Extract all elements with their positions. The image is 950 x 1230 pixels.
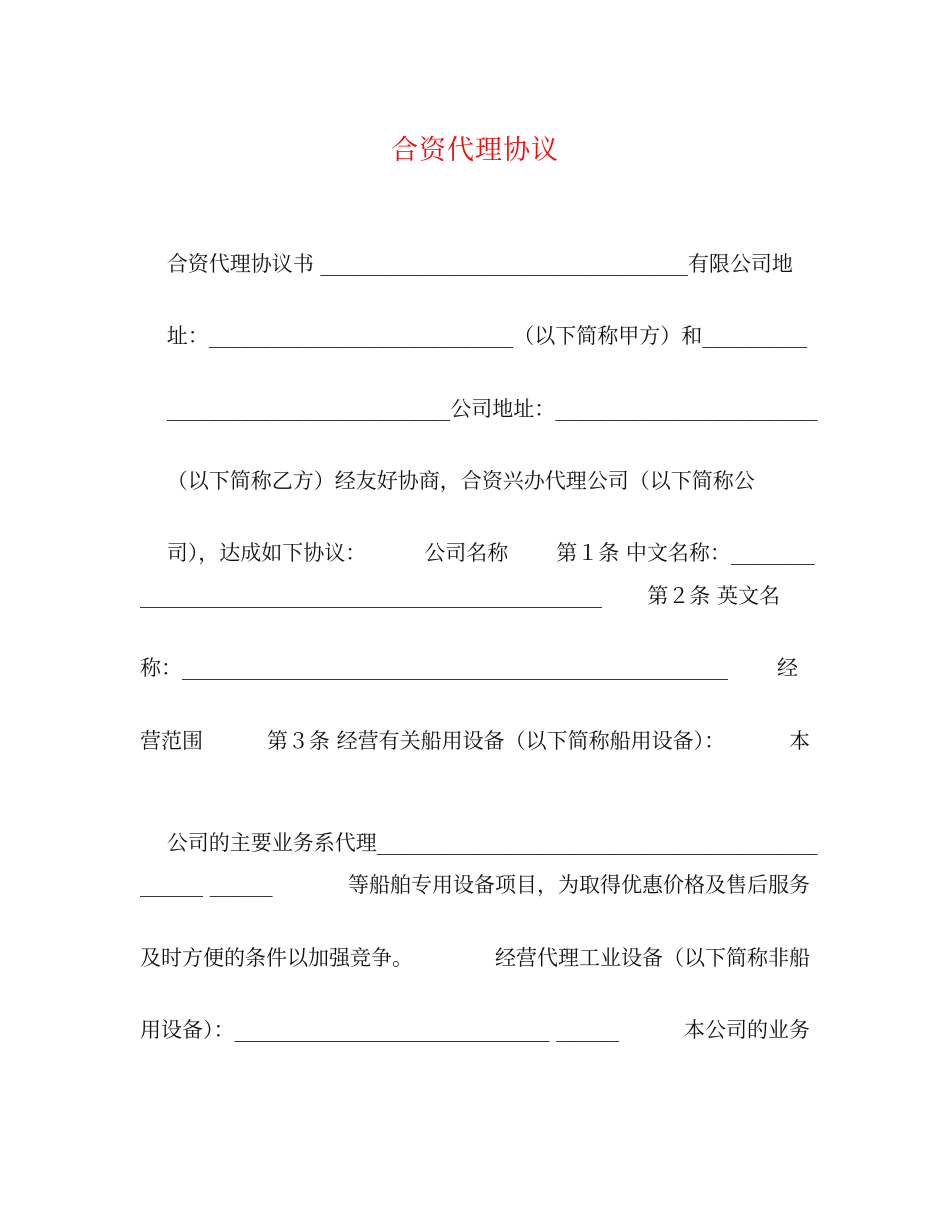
- line-text: 第２条 英文名: [647, 584, 780, 608]
- line-text: 称：____________________________________________________: [140, 656, 728, 680]
- line-text: ____________________________________________: [140, 584, 602, 608]
- line-text: 用设备）：______________________________ ______: [140, 1018, 620, 1042]
- line-text: 经: [777, 656, 798, 680]
- line-text: （以下简称乙方）经友好协商，合资兴办代理公司（以下简称公: [166, 469, 755, 493]
- line-text: 营范围: [140, 729, 203, 753]
- body-line-6: [140, 581, 810, 611]
- body-line-11: [140, 943, 810, 973]
- body-line-8: [140, 726, 810, 756]
- body-line-10: [140, 870, 810, 900]
- body-line-7: [140, 653, 810, 683]
- body-line-12: [140, 1015, 810, 1045]
- line-text: 址：_____________________________（以下简称甲方）和__________: [166, 324, 808, 348]
- line-text: 合资代理协议书 ___________________________________有限公司地: [166, 252, 793, 276]
- line-text: 等船舶专用设备项目，为取得优惠价格及售后服务: [348, 873, 810, 897]
- line-text: 本: [789, 729, 810, 753]
- line-text: 第３条 经营有关船用设备（以下简称船用设备）：: [266, 729, 726, 753]
- line-text: 公司名称: [424, 541, 509, 565]
- line-text: ______ ______: [140, 873, 273, 897]
- line-text: 第１条 中文名称：________: [556, 541, 815, 565]
- line-text: 及时方便的条件以加强竞争。: [140, 946, 413, 970]
- line-text: ___________________________公司地址：_________________________: [166, 397, 818, 421]
- line-text: 公司的主要业务系代理__________________________________________: [166, 831, 818, 855]
- line-text: 本公司的业务: [684, 1018, 810, 1042]
- document-title: 合资代理协议: [391, 135, 559, 166]
- line-text: 经营代理工业设备（以下简称非船: [495, 946, 810, 970]
- line-text: 司），达成如下协议：: [166, 541, 367, 565]
